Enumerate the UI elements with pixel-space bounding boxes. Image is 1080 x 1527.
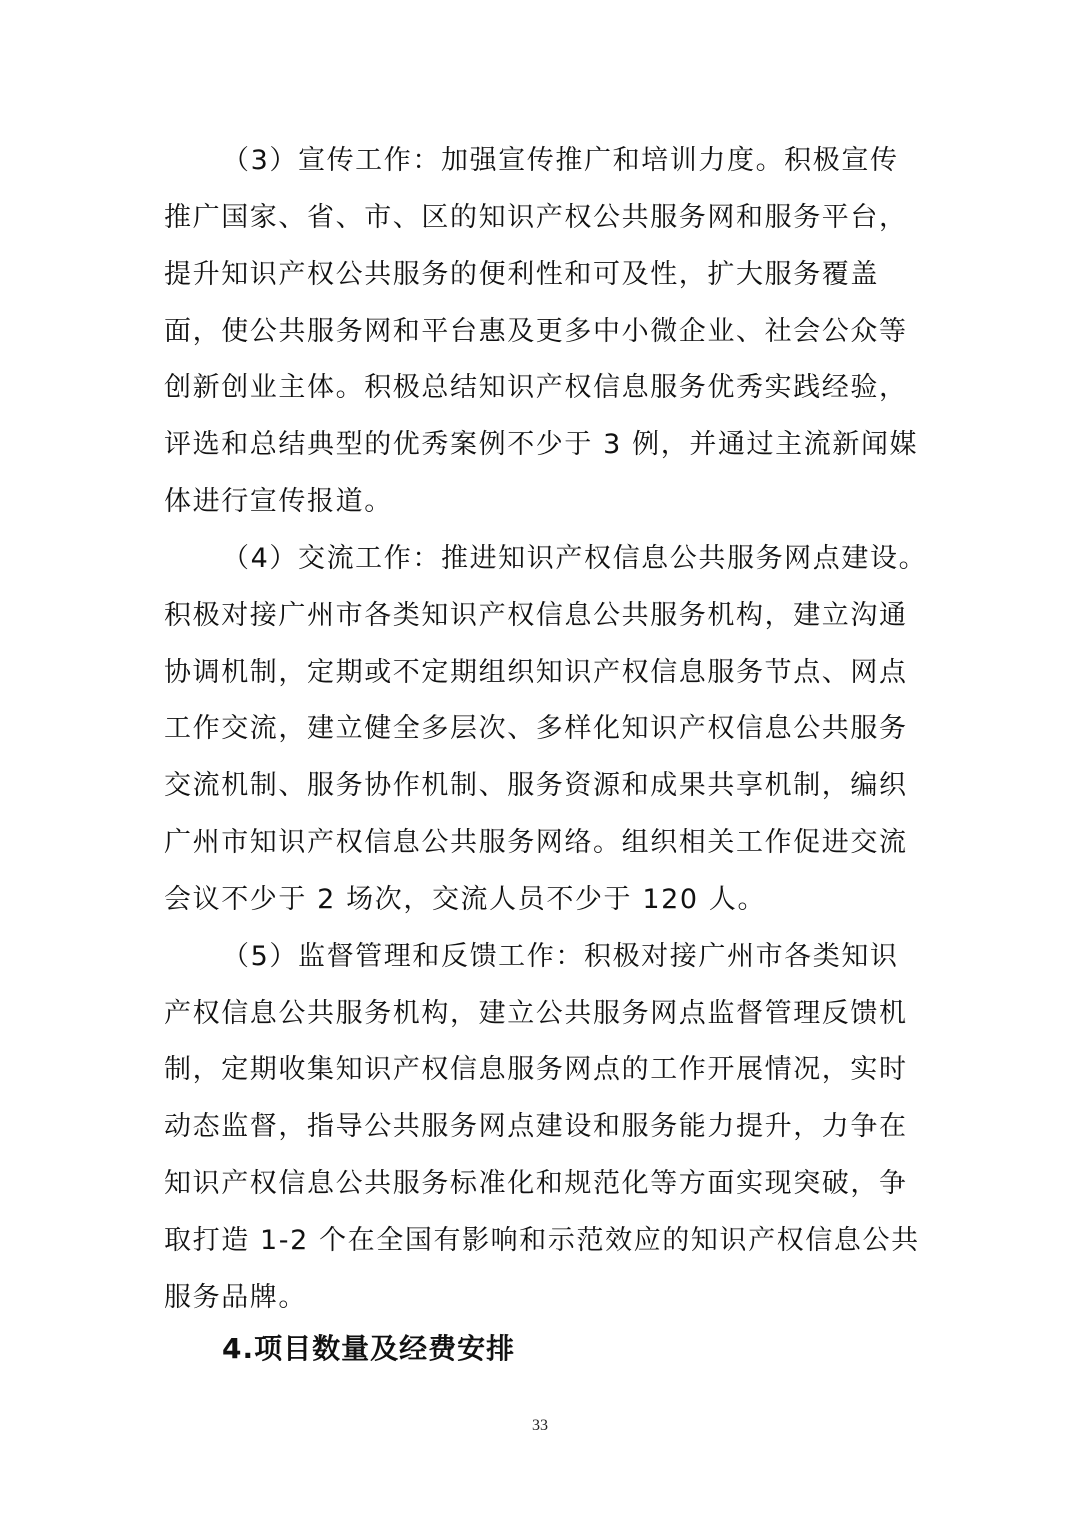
paragraph-2-line-2: 积极对接广州市各类知识产权信息公共服务机构，建立沟通 bbox=[164, 600, 908, 631]
paragraph-3-line-7: 服务品牌。 bbox=[164, 1282, 307, 1313]
paragraph-2-line-7: 会议不少于 2 场次，交流人员不少于 120 人。 bbox=[164, 884, 767, 915]
paragraph-3-line-4: 动态监督，指导公共服务网点建设和服务能力提升，力争在 bbox=[164, 1111, 908, 1142]
paragraph-1-line-5: 创新创业主体。积极总结知识产权信息服务优秀实践经验， bbox=[164, 372, 908, 403]
page-number: 33 bbox=[532, 1417, 548, 1434]
paragraph-3-line-1: （5）监督管理和反馈工作：积极对接广州市各类知识 bbox=[222, 941, 899, 972]
paragraph-1-line-7: 体进行宣传报道。 bbox=[164, 486, 393, 517]
paragraph-2-line-4: 工作交流，建立健全多层次、多样化知识产权信息公共服务 bbox=[164, 713, 908, 744]
paragraph-2-line-1: （4）交流工作：推进知识产权信息公共服务网点建设。 bbox=[222, 543, 928, 574]
paragraph-1-line-4: 面，使公共服务网和平台惠及更多中小微企业、社会公众等 bbox=[164, 316, 908, 347]
paragraph-2-line-3: 协调机制，定期或不定期组织知识产权信息服务节点、网点 bbox=[164, 657, 908, 688]
paragraph-3-line-3: 制，定期收集知识产权信息服务网点的工作开展情况，实时 bbox=[164, 1054, 908, 1085]
paragraph-3-line-6: 取打造 1-2 个在全国有影响和示范效应的知识产权信息公共 bbox=[164, 1225, 920, 1256]
paragraph-1-line-1: （3）宣传工作：加强宣传推广和培训力度。积极宣传 bbox=[222, 145, 899, 176]
paragraph-3-line-5: 知识产权信息公共服务标准化和规范化等方面实现突破，争 bbox=[164, 1168, 908, 1199]
paragraph-2-line-6: 广州市知识产权信息公共服务网络。组织相关工作促进交流 bbox=[164, 827, 908, 858]
section-heading: 4.项目数量及经费安排 bbox=[222, 1332, 516, 1365]
paragraph-1-line-6: 评选和总结典型的优秀案例不少于 3 例，并通过主流新闻媒 bbox=[164, 429, 919, 460]
paragraph-3-line-2: 产权信息公共服务机构，建立公共服务网点监督管理反馈机 bbox=[164, 998, 908, 1029]
paragraph-1-line-3: 提升知识产权公共服务的便利性和可及性，扩大服务覆盖 bbox=[164, 259, 879, 290]
paragraph-2-line-5: 交流机制、服务协作机制、服务资源和成果共享机制，编织 bbox=[164, 770, 908, 801]
paragraph-1-line-2: 推广国家、省、市、区的知识产权公共服务网和服务平台， bbox=[164, 202, 908, 233]
